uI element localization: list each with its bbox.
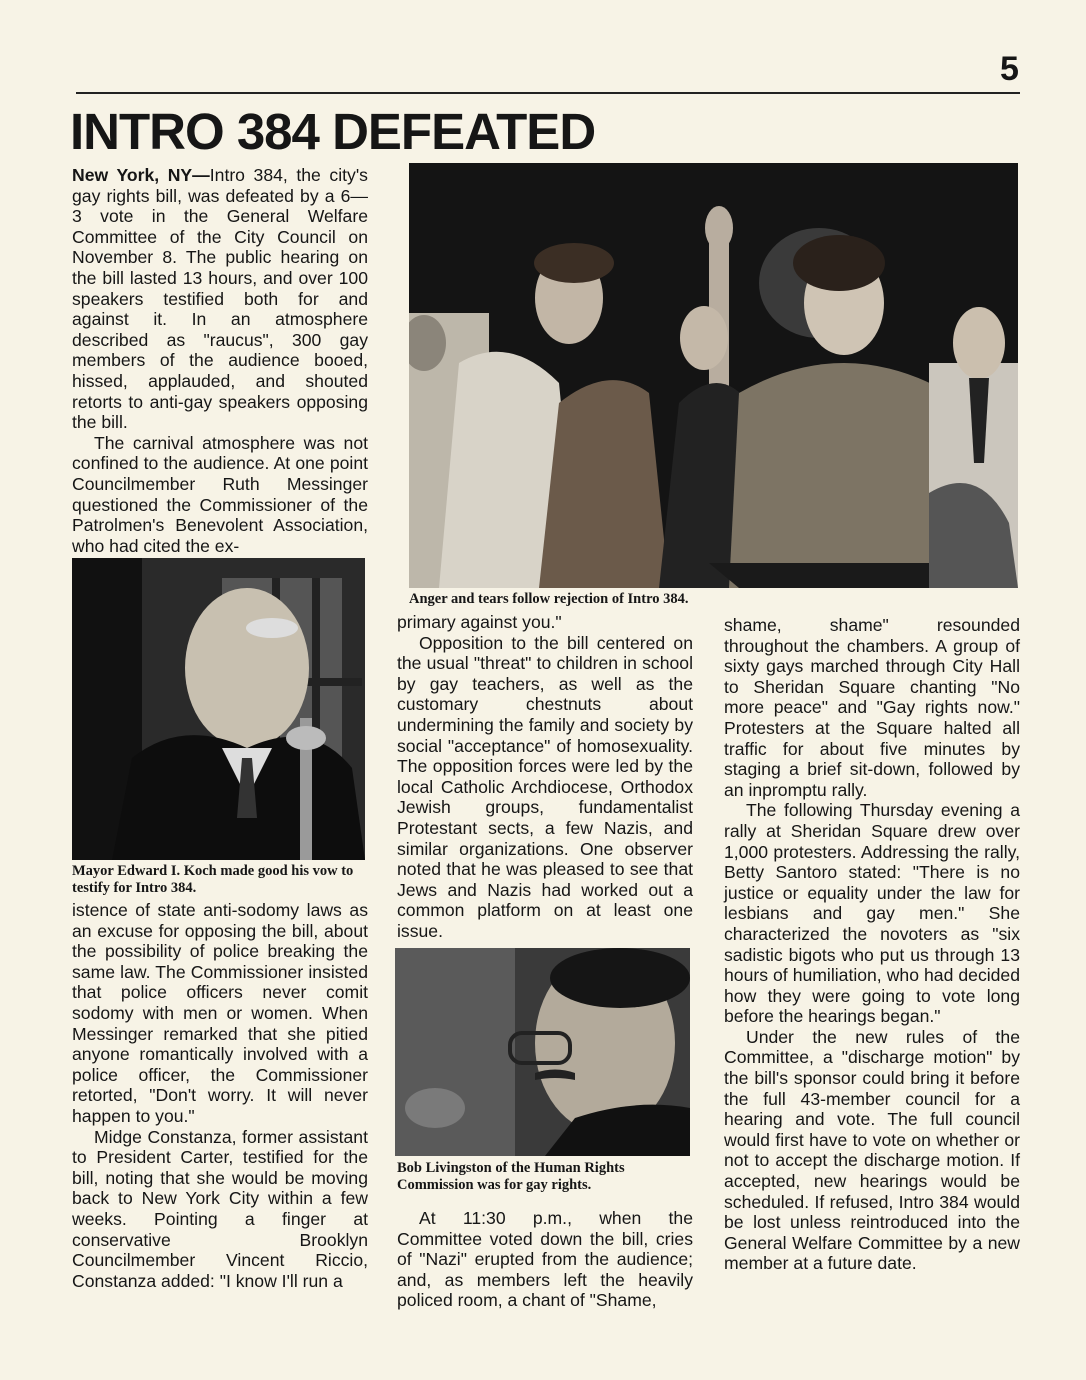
paragraph-text: Intro 384, the city's gay rights bill, was defeated by a 6—3 vote in the General Welfare Committee of the City Council on November 8. The public hearing on the bill lasted 13 hours, and over 100 speakers testified both for and against it. In an atmosphere described as "raucus", 300 gay members of the audience booed, hissed, applauded, and shouted retorts to anti-gay speakers opposing the bill. — [72, 165, 368, 433]
crowd-caption: Anger and tears follow rejection of Intro 384. — [409, 591, 689, 607]
paragraph: At 11:30 p.m., when the Committee voted down the bill, cries of "Nazi" erupted from the audience; and, as members left the heavily policed room, a chant of "Shame, — [397, 1208, 693, 1311]
paragraph: Midge Constanza, former assistant to President Carter, testified for the bill, noting that she would be moving back to New York City within a few weeks. Pointing a finger at conservative Brooklyn Councilmember Vincent Riccio, Constanza added: "I know I'll run a — [72, 1126, 368, 1291]
paragraph: Opposition to the bill centered on the usual "threat" to children in school by gay teachers, as well as the customary chestnuts about undermining the family and society by social "acceptance" of homosexuality. The opposition forces were led by the local Catholic Archdiocese, Orthodox Jewish groups, fundamentalist Protestant sects, a few Nazis, and similar organizations. One observer noted that he was pleased to see that Jews and Nazis had worked out a common platform on at least one issue. — [397, 632, 693, 941]
article-column-1-bottom — [72, 900, 368, 1291]
paragraph: Under the new rules of the Committee, a "discharge motion" by the bill's sponsor could bring it before the full 43-member council for a hearing and vote. The full council would first have to vote on whether or not to accept the discharge motion. If accepted, new hearings would be scheduled. If refused, Intro 384 would be lost unless reintroduced into the General Welfare Committee by a new member at a future date. — [724, 1026, 1020, 1274]
paragraph: shame, shame" resounded throughout the chambers. A group of sixty gays marched through City Hall to Sheridan Square chanting "No more peace" and "Gay rights now." Protesters at the Square halted all traffic for about five minutes by staging a brief sit-down, followed by an inpromptu rally. — [724, 615, 1020, 800]
livingston-photo — [395, 948, 690, 1156]
paragraph — [72, 165, 368, 433]
crowd-photo — [409, 163, 1018, 588]
article-column-3 — [724, 615, 1020, 1274]
dateline: New York, NY— — [72, 165, 210, 185]
article-column-1-top — [72, 165, 368, 556]
koch-photo — [72, 558, 365, 860]
livingston-caption: Bob Livingston of the Human Rights Commission was for gay rights. — [397, 1160, 625, 1193]
article-column-2-top — [397, 612, 693, 942]
article-column-2-bottom — [397, 1208, 693, 1311]
paragraph: The following Thursday evening a rally at Sheridan Square drew over 1,000 protesters. Addressing the rally, Betty Santoro stated: "There is no justice or equality under the law for lesbians and gay men." She characterized the novoters as "six sadistic bigots who put us through 13 hours of humiliation, who had decided how they were going to vote long before the hearings began." — [724, 800, 1020, 1027]
paragraph: The carnival atmosphere was not confined to the audience. At one point Councilmember Ruth Messinger questioned the Commissioner of the Patrolmen's Benevolent Association, who had cited the ex- — [72, 432, 368, 556]
paragraph: primary against you." — [397, 612, 562, 632]
koch-caption: Mayor Edward I. Koch made good his vow to testify for Intro 384. — [72, 863, 354, 896]
page-number: 5 — [1000, 50, 1019, 88]
paragraph: istence of state anti-sodomy laws as an excuse for opposing the bill, about the possibility of police breaking the same law. The Commissioner insisted that police officers never comit sodomy with men or women. When Messinger remarked that she pitied anyone romantically involved with a police officer, the Commissioner retorted, "Don't worry. It will never happen to you." — [72, 900, 368, 1126]
header-rule — [76, 92, 1020, 94]
headline: INTRO 384 DEFEATED — [70, 103, 596, 160]
